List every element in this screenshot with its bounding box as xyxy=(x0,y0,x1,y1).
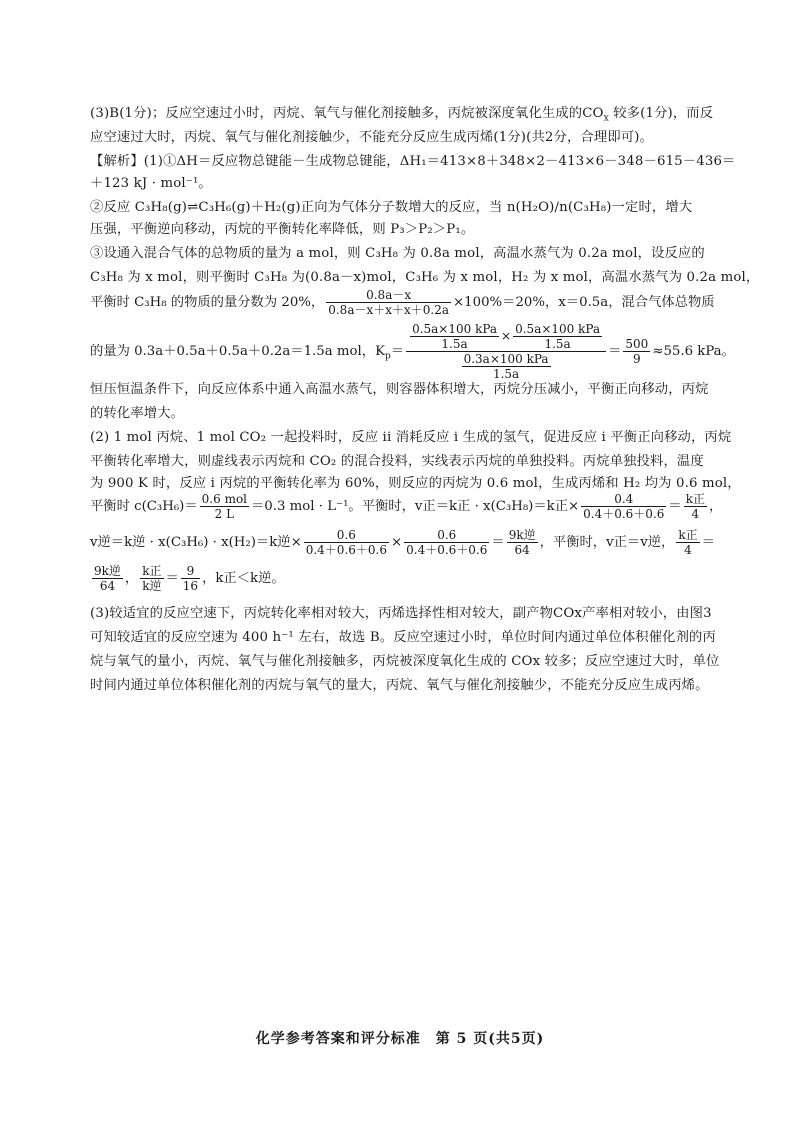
text-line: 为 900 K 时，反应 i 丙烷的平衡转化率为 60%，则反应的丙烷为 0.6 mol，生成丙烯和 H₂ 均为 0.6 mol， xyxy=(90,476,741,491)
text-line: 时间内通过单位体积催化剂的丙烷与氧气的量大，丙烷、氧气与催化剂接触少，不能充分反应生成丙烯。 xyxy=(90,678,709,693)
text-line: ＋123 kJ · mol⁻¹。 xyxy=(90,176,212,191)
equation-line: 平衡时 C₃H₈ 的物质的量分数为 20%， $\frac{0.8a-x}{0.8a-x+x+x+0.2a}$ ×100%＝20%，x＝0.5a，混合气体总物质 xyxy=(90,288,715,317)
text-line: C₃H₈ 为 x mol，则平衡时 C₃H₈ 为(0.8a－x)mol，C₃H₆ 为 x mol，H₂ 为 x mol，高温水蒸气为 0.2a mol， xyxy=(90,270,760,285)
text-line: 应空速过大时，丙烷、氧气与催化剂接触少，不能充分反应生成丙烯(1分)(共2分，合理即可)。 xyxy=(90,130,653,145)
equation-line: $\frac{\text{9k逆}}{64}$ ， $\frac{\text{k正}}{\text{k逆}}$ ＝ $\frac{9}{16}$ ，k正＜k逆。 xyxy=(94,564,285,593)
text-line: ②反应 C₃H₈(g)⇌C₃H₆(g)＋H₂(g)正向为气体分子数增大的反应，当 n(H₂O)/n(C₃H₈)一定时，增大 xyxy=(90,200,693,215)
equation-line: v逆＝k逆 · x(C₃H₆) · x(H₂)＝k逆× $\frac{0.6}{0.4+0.6+0.6}$ × $\frac{0.6}{0.4+0.6+0.6}$ ＝ $\frac{\text{9k逆}}{64}$ ，平衡时，v正＝v逆， $\frac{\text{k正}}{4}$ ＝ xyxy=(90,528,715,557)
equation-line: 平衡时 c(C₃H₆)＝ $\frac{\text{0.6 mol}}{2 L}$ ＝0.3 mol · L⁻¹。平衡时，v正＝k正 · x(C₃H₈)＝k正× $\frac{0.4}{0.4+0.6+0.6}$ ＝ $\frac{\text{k正}}{4}$ ， xyxy=(90,492,723,521)
text-line: 可知较适宜的反应空速为 400 h⁻¹ 左右，故选 B。反应空速过小时，单位时间内通过单位体积催化剂的丙 xyxy=(90,630,716,645)
text-line: (3)较适宜的反应空速下，丙烷转化率相对较大，丙烯选择性相对较大，副产物COx产率相对较小，由图3 xyxy=(90,606,712,621)
page-footer: 化学参考答案和评分标准 第 5 页(共5页) xyxy=(255,1031,545,1047)
text-line: 【解析】(1)①ΔH＝反应物总键能－生成物总键能，ΔH₁＝413×8＋348×2－413×6－348－615－436＝ xyxy=(90,154,736,169)
text-line: ③设通入混合气体的总物质的量为 a mol，则 C₃H₈ 为 0.8a mol，高温水蒸气为 0.2a mol，设反应的 xyxy=(90,246,705,261)
kp-equation: 的量为 0.3a＋0.5a＋0.5a＋0.2a＝1.5a mol，$K_p=$ $\frac{\text{0.5a×100 kPa}}{1.5a}$ × $\frac{\text{0.5a×100 kPa}}{1.5a}$ $\frac{\text{0.3a×100 kPa}}{1.5a}$ ＝ $\frac{500}{9}$ ≈55.6 kPa。 xyxy=(90,322,735,381)
fraction: $\frac{0.8a-x}{0.8a-x+x+x+0.2a}$ xyxy=(328,288,450,317)
text-line: 烷与氧气的量小，丙烷、氧气与催化剂接触多，丙烷被深度氧化生成的 COx 较多；反应空速过大时，单位 xyxy=(90,654,720,669)
text-line: (2) 1 mol 丙烷、1 mol CO₂ 一起投料时，反应 ii 消耗反应 i 生成的氢气，促进反应 i 平衡正向移动，丙烷 xyxy=(90,430,732,445)
text-line: 的转化率增大。 xyxy=(90,406,185,421)
text-line: 压强，平衡逆向移动，丙烷的平衡转化率降低，则 P₃＞P₂＞P₁。 xyxy=(90,222,475,237)
compound-fraction: $\frac{\text{0.5a×100 kPa}}{1.5a}$ × $\frac{\text{0.5a×100 kPa}}{1.5a}$ $\frac{\text{0.3a×100 kPa}}{1.5a}$ xyxy=(406,322,606,381)
text-line: (3)B(1分)；反应空速过小时，丙烷、氧气与催化剂接触多，丙烷被深度氧化生成的$CO_x$ 较多(1分)，而反 xyxy=(90,106,714,124)
text-line: 恒压恒温条件下，向反应体系中通入高温水蒸气，则容器体积增大，丙烷分压减小，平衡正向移动，丙烷 xyxy=(90,382,709,397)
text-line: 平衡转化率增大，则虚线表示丙烷和 CO₂ 的混合投料，实线表示丙烷的单独投料。丙烷单独投料，温度 xyxy=(90,454,704,469)
